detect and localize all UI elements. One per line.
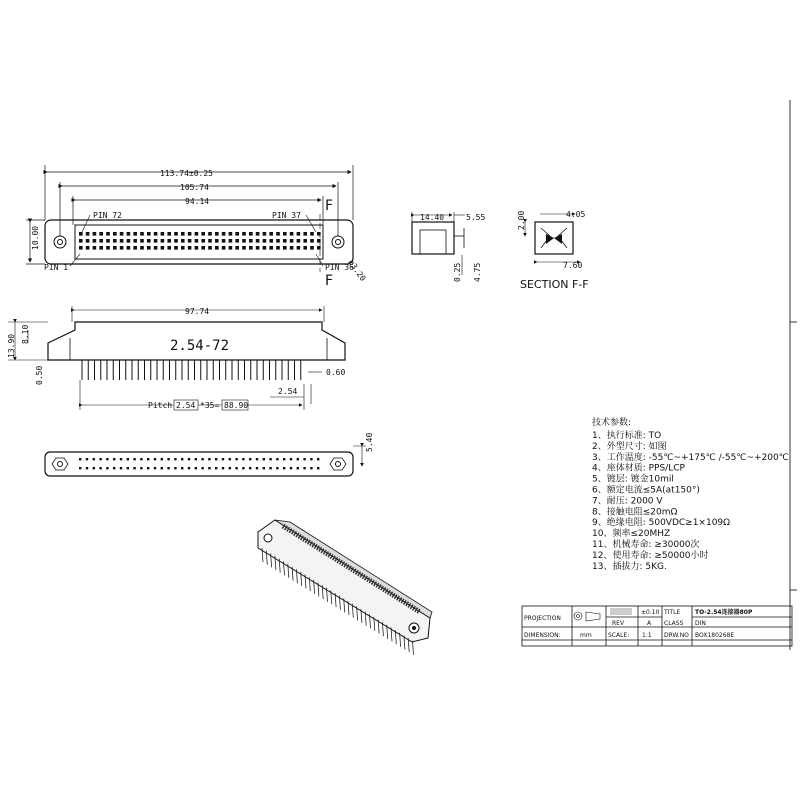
pin-hole [303, 232, 307, 236]
pin-hole [79, 232, 83, 236]
tb-dimension-value: mm [580, 632, 592, 639]
tb-scale-key: SCALE: [608, 632, 630, 639]
pin-hole [86, 232, 90, 236]
dim-4-75: 4.75 [473, 262, 482, 282]
tb-title-key: TITLE [664, 609, 681, 616]
side-view [7, 306, 345, 410]
pin-dot [222, 467, 224, 469]
pin-dot [269, 467, 271, 469]
pin-dot [167, 458, 169, 460]
pin-hole [303, 246, 307, 250]
pin-hole [79, 246, 83, 250]
pin-hole [249, 246, 253, 250]
pin-dot [99, 458, 101, 460]
pin-hole [276, 239, 280, 243]
pin-dot [263, 458, 265, 460]
pin-hole [290, 239, 294, 243]
pin-dot [120, 458, 122, 460]
title-block-text [524, 608, 753, 639]
dim-5-55: 5.55 [466, 213, 486, 222]
pin-hole [120, 246, 124, 250]
pin-dot [290, 458, 292, 460]
pin-dot [86, 458, 88, 460]
section-mark-bottom: F [325, 273, 334, 289]
pin-dot [188, 458, 190, 460]
pin-hole [201, 239, 205, 243]
pin-dot [263, 467, 265, 469]
dim-8-10: 8.10 [21, 324, 30, 344]
pin-hole [147, 232, 151, 236]
pin-dot [235, 458, 237, 460]
pitch-prefix: Pitch [148, 401, 173, 410]
pin-dot [127, 458, 129, 460]
pin-hole [181, 246, 185, 250]
pin-dot [147, 458, 149, 460]
dim-0-25: 0.25 [453, 262, 462, 282]
pin-dot [297, 467, 299, 469]
pin-hole [195, 239, 199, 243]
pin-hole [222, 246, 226, 250]
pin-hole [222, 232, 226, 236]
pin-hole [297, 239, 301, 243]
pin-hole [120, 232, 124, 236]
spec-list [592, 416, 789, 572]
pin-hole [147, 239, 151, 243]
label-pin1: PIN 1 [44, 263, 69, 272]
pin-hole [120, 239, 124, 243]
pin-dot [201, 467, 203, 469]
body-label: 2.54-72 [170, 338, 230, 354]
pin-hole [154, 239, 158, 243]
pin-hole [79, 239, 83, 243]
pin-hole [249, 232, 253, 236]
pin-dot [195, 458, 197, 460]
pin-dot [208, 467, 210, 469]
tb-rev-value: A [647, 620, 652, 627]
pin-dot [276, 467, 278, 469]
pin-hole [263, 246, 267, 250]
pin-hole [256, 232, 260, 236]
pin-hole [161, 239, 165, 243]
bottom-pins [79, 458, 319, 469]
dim-2-54: 2.54 [278, 387, 298, 396]
pin-hole [269, 246, 273, 250]
projection-symbol-icon [574, 612, 600, 621]
pin-hole [174, 232, 178, 236]
pin-hole [201, 246, 205, 250]
dim-2-00: 2.00 [517, 210, 526, 230]
tb-dimension-key: DIMENSION: [524, 632, 561, 639]
pin-dot [174, 467, 176, 469]
pin-hole [127, 232, 131, 236]
pin-dot [181, 458, 183, 460]
pin-hole [208, 232, 212, 236]
isometric-view [258, 520, 432, 655]
pin-dot [256, 467, 258, 469]
pin-hole [283, 239, 287, 243]
pin-hole [276, 246, 280, 250]
pin-hole [215, 246, 219, 250]
section-label: SECTION F-F [520, 278, 589, 291]
mount-hole-left [54, 236, 66, 248]
pin-hole [140, 232, 144, 236]
pin-hole [99, 232, 103, 236]
pin-dot [317, 467, 319, 469]
pin-dot [276, 458, 278, 460]
pin-hole [242, 239, 246, 243]
pin-hole [263, 232, 267, 236]
pin-hole [133, 232, 137, 236]
pin-dot [235, 467, 237, 469]
pin-dot [297, 458, 299, 460]
pin-hole [297, 232, 301, 236]
pin-dot [317, 458, 319, 460]
dim-0-60: 0.60 [326, 368, 346, 377]
pin-hole [181, 232, 185, 236]
pin-dot [106, 467, 108, 469]
pin-hole [215, 239, 219, 243]
pin-dot [147, 467, 149, 469]
pin-dot [113, 467, 115, 469]
tb-class-key: CLASS [664, 620, 684, 627]
pin-dot [86, 467, 88, 469]
dim-13-90: 13.90 [7, 333, 16, 358]
pin-hole [127, 246, 131, 250]
pin-dot [79, 458, 81, 460]
pin-dot [303, 467, 305, 469]
side-pins [82, 360, 301, 380]
pin-hole [147, 246, 151, 250]
spec-item: 12、使用寿命: ≥50000小时 [592, 550, 709, 561]
dim-pins: 94.14 [185, 197, 210, 206]
pin-dot [106, 458, 108, 460]
pin-hole [269, 232, 273, 236]
pin-dot [242, 467, 244, 469]
pin-hole [269, 239, 273, 243]
pin-hole [127, 239, 131, 243]
section-mark-top: F [325, 198, 334, 214]
pin-dot [99, 467, 101, 469]
pin-hole [174, 246, 178, 250]
pin-dot [215, 458, 217, 460]
pin-hole [167, 239, 171, 243]
pin-dot [215, 467, 217, 469]
dim-length: 97.74 [185, 307, 210, 316]
pin-dot [242, 458, 244, 460]
pin-hole [86, 239, 90, 243]
pin-hole [242, 232, 246, 236]
pin-dot [303, 458, 305, 460]
pin-hole [310, 246, 314, 250]
tb-drw-key: DRW.NO [664, 632, 689, 639]
pin-hole [290, 232, 294, 236]
pin-hole [229, 232, 233, 236]
dim-0-50: 0.50 [35, 365, 44, 385]
pin-hole [256, 246, 260, 250]
pin-dot [249, 458, 251, 460]
pin-dot [310, 467, 312, 469]
pin-hole [263, 239, 267, 243]
dim-hole: ø3.20 [346, 257, 368, 283]
pin-dot [133, 458, 135, 460]
dim-14-40: 14.40 [420, 213, 445, 222]
top-view [26, 165, 368, 289]
pin-hole [276, 232, 280, 236]
pin-dot [188, 467, 190, 469]
pin-dot [249, 467, 251, 469]
pitch-mult: *35= [200, 401, 220, 410]
pin-hole [174, 239, 178, 243]
dim-mount: 105.74 [180, 183, 209, 192]
pin-dot [140, 467, 142, 469]
pin-hole [161, 246, 165, 250]
pin-dot [290, 467, 292, 469]
pin-dot [167, 467, 169, 469]
pin-dot [174, 458, 176, 460]
dim-overall: 113.74±0.25 [160, 169, 213, 178]
pin-dot [79, 467, 81, 469]
pin-hole [167, 246, 171, 250]
pin-dot [201, 458, 203, 460]
pin-dot [229, 467, 231, 469]
pin-dot [195, 467, 197, 469]
pin-hole [290, 246, 294, 250]
pin-hole [201, 232, 205, 236]
pin-dot [133, 467, 135, 469]
pin-hole [106, 232, 110, 236]
pin-hole [93, 246, 97, 250]
pin-hole [310, 232, 314, 236]
spec-item: 5、镀层: 镀金10mil [592, 474, 674, 485]
pin-hole [106, 246, 110, 250]
tb-logo [610, 608, 632, 615]
spec-item: 9、绝缘电阻: 500VDC≥1×109Ω [592, 518, 731, 529]
spec-item: 7、耐压: 2000 V [592, 496, 663, 507]
pin-hole [235, 239, 239, 243]
tb-projection: PROJECTION [524, 615, 561, 622]
pin-dot [93, 458, 95, 460]
mount-hole-right [332, 236, 344, 248]
pin-dot [161, 467, 163, 469]
spec-item: 13、插拔力: 5KG. [592, 561, 667, 572]
label-pin37: PIN 37 [272, 211, 301, 220]
pin-dot [93, 467, 95, 469]
pin-hole [215, 232, 219, 236]
pin-hole [222, 239, 226, 243]
pin-hole [235, 246, 239, 250]
bottom-view [45, 433, 374, 476]
pin-dot [120, 467, 122, 469]
pin-hole [256, 239, 260, 243]
pin-dot [229, 458, 231, 460]
dim-5-40: 5.40 [365, 432, 374, 452]
pin-hole [235, 232, 239, 236]
pin-dot [283, 467, 285, 469]
pin-hole [283, 232, 287, 236]
spec-heading: 技术参数: [592, 418, 632, 428]
tb-tolerance: ±0.10 [641, 609, 660, 616]
tb-rev-key: REV [612, 620, 625, 627]
pin-hole [188, 239, 192, 243]
dim-4-05: 4.05 [566, 210, 586, 219]
pin-hole [195, 232, 199, 236]
pin-dot [269, 458, 271, 460]
pitch-value: 2.54 [176, 401, 196, 410]
spec-item: 4、座体材质: PPS/LCP [592, 463, 685, 474]
pin-hole [297, 246, 301, 250]
pin-hole [249, 239, 253, 243]
pin-hole [93, 232, 97, 236]
pin-hole [113, 232, 117, 236]
pin-dot [127, 467, 129, 469]
tb-drw-value: BOX180268E [695, 632, 735, 639]
iso-pin [413, 641, 414, 655]
spec-item: 10、频率≤20MHZ [592, 529, 671, 540]
pin-dot [161, 458, 163, 460]
pin-hole [283, 246, 287, 250]
pin-hole [99, 239, 103, 243]
pin-hole [229, 239, 233, 243]
label-pin72: PIN 72 [93, 211, 122, 220]
spec-item: 3、工作温度: -55℃~+175℃ /-55℃~+200℃ [592, 452, 789, 463]
pin-dot [113, 458, 115, 460]
pin-dot [283, 458, 285, 460]
pin-hole [140, 239, 144, 243]
pin-hole [154, 232, 158, 236]
spec-item: 2、外型尺寸: 如图 [592, 441, 667, 452]
pin-hole [242, 246, 246, 250]
label-pin36: PIN 36 [325, 263, 354, 272]
pin-hole [161, 232, 165, 236]
pin-hole [99, 246, 103, 250]
pin-hole [229, 246, 233, 250]
pin-hole [140, 246, 144, 250]
pin-dot [256, 458, 258, 460]
end-view [412, 212, 485, 282]
pin-hole [181, 239, 185, 243]
spec-item: 1、执行标准: TO [592, 431, 662, 441]
pin-dot [140, 458, 142, 460]
pin-hole [133, 246, 137, 250]
pitch-total: 88.90 [224, 401, 249, 410]
pin-hole [113, 239, 117, 243]
pin-grid-top [79, 232, 321, 250]
pin-dot [310, 458, 312, 460]
pin-hole [310, 239, 314, 243]
section-f-f [517, 210, 589, 291]
dim-height: 10.00 [31, 225, 40, 250]
pin-hole [208, 246, 212, 250]
pin-hole [93, 239, 97, 243]
sheet-frame [790, 100, 797, 650]
pin-dot [154, 458, 156, 460]
pin-hole [303, 239, 307, 243]
tb-scale-value: 1:1 [642, 632, 652, 639]
pin-dot [222, 458, 224, 460]
pin-hole [86, 246, 90, 250]
tb-title-value: TO-2.54连接器80P [695, 609, 753, 616]
pin-hole [113, 246, 117, 250]
pin-dot [181, 467, 183, 469]
tb-class-value: DIN [695, 620, 706, 627]
dim-7-60: 7.60 [563, 261, 583, 270]
spec-item: 11、机械寿命: ≥30000次 [592, 540, 700, 550]
pin-hole [154, 246, 158, 250]
pin-hole [195, 246, 199, 250]
pin-hole [188, 232, 192, 236]
pin-hole [106, 239, 110, 243]
spec-item: 8、接触电阻≤20mΩ [592, 507, 678, 518]
spec-item: 6、额定电流≤5A(at150°) [592, 485, 700, 496]
pin-dot [154, 467, 156, 469]
pin-dot [208, 458, 210, 460]
pin-hole [133, 239, 137, 243]
pin-hole [188, 246, 192, 250]
pin-hole [208, 239, 212, 243]
pin-hole [167, 232, 171, 236]
